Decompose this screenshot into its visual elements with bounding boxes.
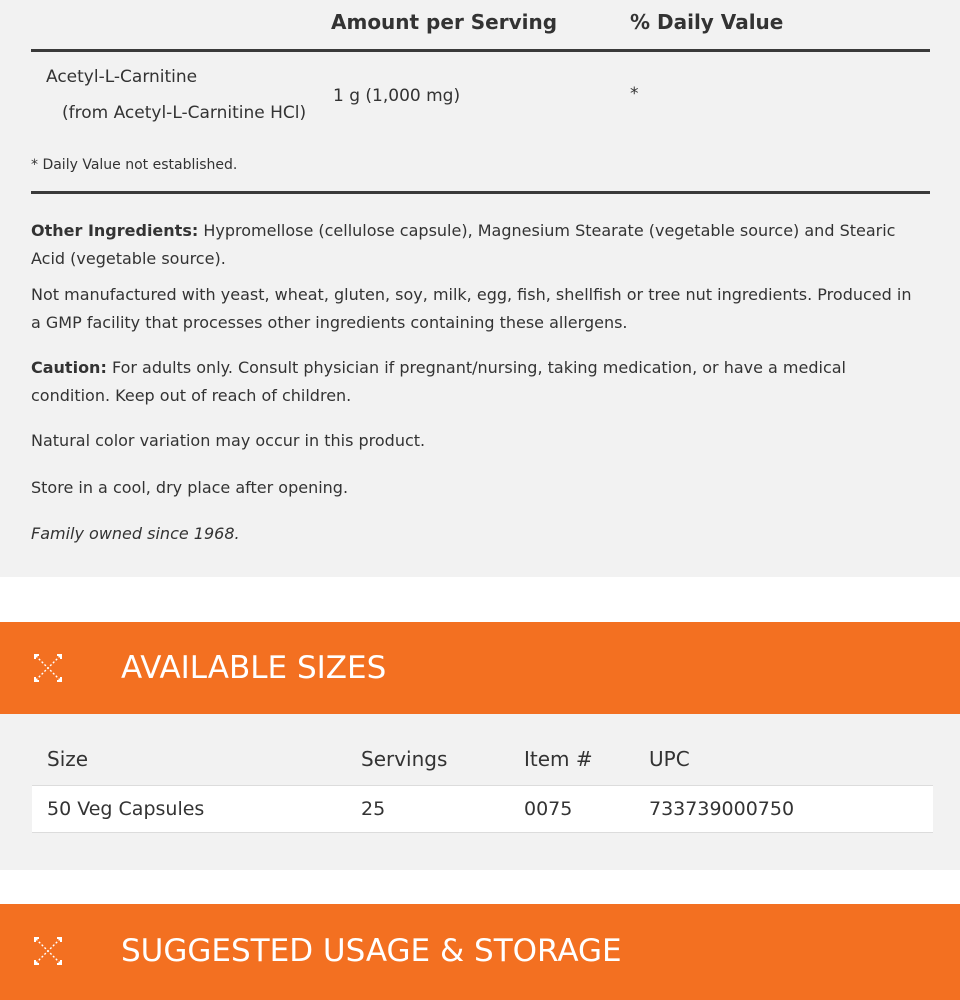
caution-label: Caution: [31,358,107,377]
cell-servings: 25 [361,798,386,820]
column-header-servings: Servings [361,747,448,771]
other-ingredients-label: Other Ingredients: [31,221,199,240]
storage-note: Store in a cool, dry place after opening. [31,478,349,497]
cell-size: 50 Veg Capsules [47,798,205,820]
facts-top-rule [31,49,930,52]
nutrient-name: Acetyl-L-Carnitine [46,67,198,87]
expand-arrows-icon [33,936,63,966]
other-ingredients [31,217,926,273]
column-header-size: Size [47,747,89,771]
nutrient-amount: 1 g (1,000 mg) [333,86,461,106]
caution-statement [31,354,926,410]
family-owned-note: Family owned since 1968. [31,524,240,543]
amount-per-serving-header: Amount per Serving [331,10,558,34]
column-header-upc: UPC [649,747,690,771]
suggested-usage-title: SUGGESTED USAGE & STORAGE [121,933,622,969]
cell-upc: 733739000750 [649,798,795,820]
nutrient-source: (from Acetyl-L-Carnitine HCl) [62,103,307,123]
cell-item-number: 0075 [524,798,573,820]
allergen-statement: Not manufactured with yeast, wheat, gluten, soy, milk, egg, fish, shellfish or tree nut ingredients. Produced in a GMP facility that processes other ingredients containing these allergens. [31,285,912,332]
available-sizes-title: AVAILABLE SIZES [121,650,387,686]
suggested-usage-header[interactable] [0,904,960,1000]
color-variation-note: Natural color variation may occur in this product. [31,431,426,450]
daily-value-footnote: * Daily Value not established. [31,157,238,173]
column-header-item-number: Item # [524,747,593,771]
caution-text: For adults only. Consult physician if pregnant/nursing, taking medication, or have a medical condition. Keep out of reach of children. [31,358,846,405]
available-sizes-header[interactable] [0,622,960,714]
nutrient-daily-value: * [630,84,639,104]
facts-bottom-rule [31,191,930,194]
other-ingredients-text: Hypromellose (cellulose capsule), Magnesium Stearate (vegetable source) and Stearic Acid (vegetable source). [31,221,896,268]
daily-value-header: % Daily Value [630,10,784,34]
expand-arrows-icon [33,653,63,683]
